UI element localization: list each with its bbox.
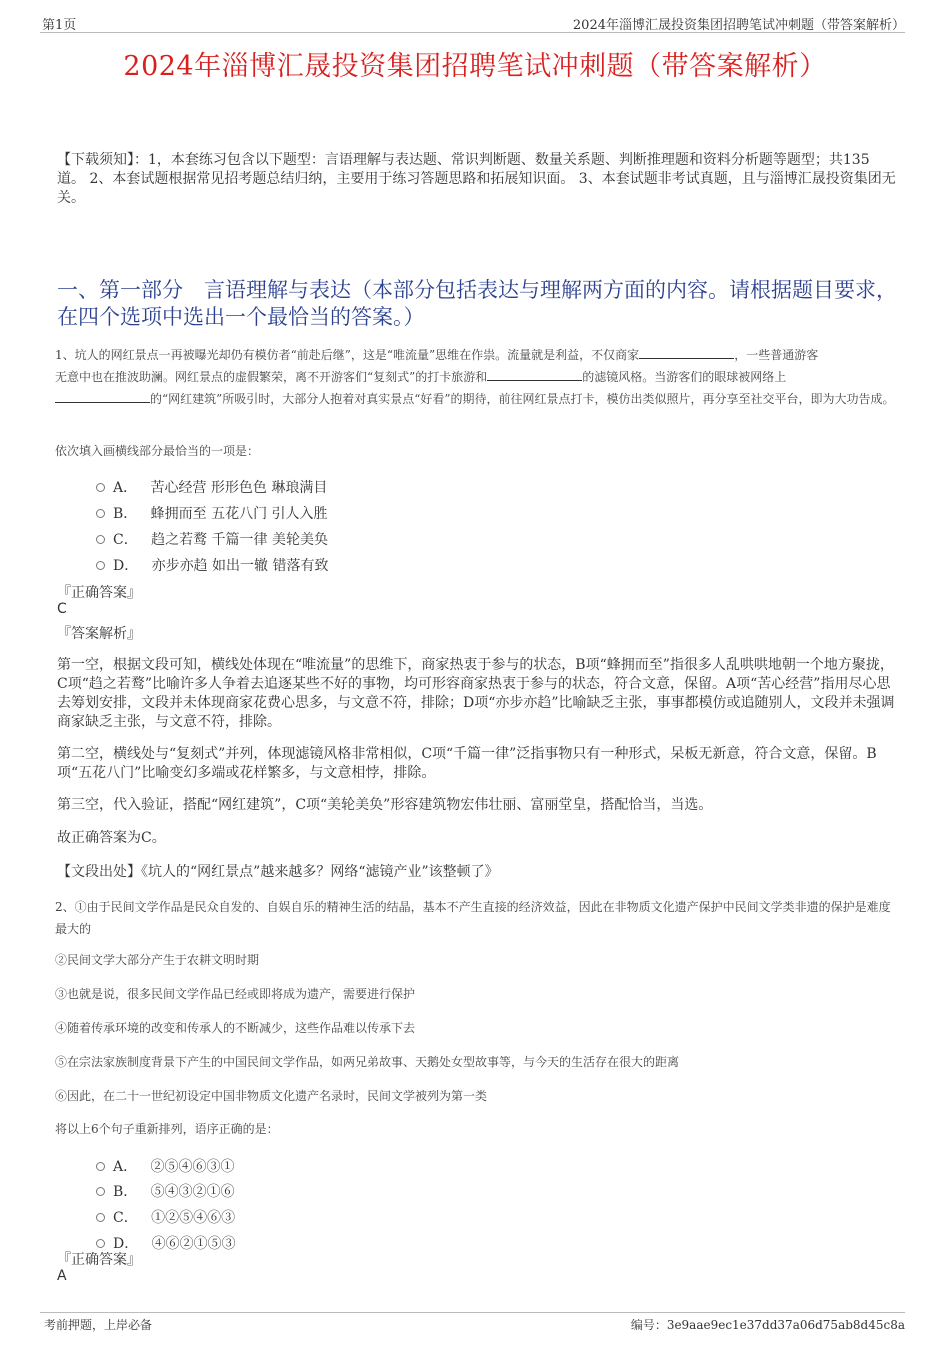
q1-stem-part: ，一些普通游客 <box>734 348 819 362</box>
q1-stem-part: 1、坑人的网红景点一再被曝光却仍有模仿者“前赴后继”，这是“唯流量”思维在作祟。流量就是利益，不仅商家 <box>55 348 640 362</box>
page-title: 2024年淄博汇晟投资集团招聘笔试冲刺题（带答案解析） <box>123 51 827 82</box>
option-key: B． <box>113 506 138 522</box>
option-key: A． <box>113 480 138 496</box>
q1-source: 【文段出处】《坑人的“网红景点”越来越多？网络“滤镜产业”该整顿了》 <box>57 864 499 880</box>
q2-prompt: 将以上6个句子重新排列，语序正确的是： <box>55 1122 279 1136</box>
radio-icon[interactable] <box>96 535 105 544</box>
q1-analysis-para: 故正确答案为C。 <box>57 830 166 846</box>
blank-line-2 <box>487 370 582 381</box>
q1-prompt: 依次填入画横线部分最恰当的一项是： <box>55 444 260 458</box>
option-text: 趋之若鹜 千篇一律 美轮美奂 <box>151 532 328 548</box>
radio-icon[interactable] <box>96 561 105 570</box>
radio-icon[interactable] <box>96 1239 105 1248</box>
running-header-title: 2024年淄博汇晟投资集团招聘笔试冲刺题（带答案解析） <box>572 18 905 33</box>
page-number: 第1页 <box>42 18 77 33</box>
q1-option-d[interactable] <box>96 555 329 575</box>
download-notice: 【下载须知】：1，本套练习包含以下题型：言语理解与表达题、常识判断题、数量关系题、判断推理题和资料分析题等题型；共135道。 2、本套试题根据常见招考题总结归纳，主要用于练习答题思路和拓展知识面。 3、本套试题非考试真题，且与淄博汇晟投资集团无关。 <box>57 152 896 206</box>
q2-sentence: ③也就是说，很多民间文学作品已经或即将成为遗产，需要进行保护 <box>55 987 416 1001</box>
q2-answer: A <box>57 1268 67 1284</box>
radio-icon[interactable] <box>96 509 105 518</box>
q1-answer-label: 『正确答案』 <box>57 585 141 601</box>
q2-option-c[interactable] <box>96 1207 235 1227</box>
footer-rule <box>40 1312 905 1313</box>
q1-option-a[interactable] <box>96 477 327 497</box>
radio-icon[interactable] <box>96 1162 105 1171</box>
radio-icon[interactable] <box>96 483 105 492</box>
option-key: B． <box>113 1184 138 1200</box>
q2-sentence: ②民间文学大部分产生于农耕文明时期 <box>55 953 260 967</box>
q2-sentence: ⑥因此，在二十一世纪初设定中国非物质文化遗产名录时，民间文学被列为第一类 <box>55 1089 488 1103</box>
q2-sentence: 2、①由于民间文学作品是民众自发的、自娱自乐的精神生活的结晶，基本不产生直接的经济效益，因此在非物质文化遗产保护中民间文学类非遗的保护是难度最大的 <box>55 900 891 936</box>
option-text: ④⑥②①⑤③ <box>151 1236 236 1252</box>
footer-doc-id: 编号：3e9aae9ec1e37dd37a06d75ab8d45c8a <box>630 1318 905 1332</box>
q2-sentence: ⑤在宗法家族制度背景下产生的中国民间文学作品，如两兄弟故事、天鹅处女型故事等，与今天的生活存在很大的距离 <box>55 1055 680 1069</box>
option-key: C． <box>113 532 138 548</box>
radio-icon[interactable] <box>96 1213 105 1222</box>
option-text: ⑤④③②①⑥ <box>150 1184 235 1200</box>
option-text: ①②⑤④⑥③ <box>151 1210 236 1226</box>
q1-stem <box>55 344 897 410</box>
section-heading: 一、第一部分 言语理解与表达（本部分包括表达与理解两方面的内容。请根据题目要求，在四个选项中选出一个最恰当的答案。） <box>57 278 897 329</box>
q1-answer: C <box>57 601 67 617</box>
q1-option-c[interactable] <box>96 529 328 549</box>
option-key: A． <box>113 1159 138 1175</box>
header-rule <box>40 32 905 33</box>
q1-option-b[interactable] <box>96 503 328 523</box>
option-key: C． <box>113 1210 138 1226</box>
q1-analysis-para: 第二空，横线处与“复刻式”并列，体现滤镜风格非常相似，C项“千篇一律”泛指事物只有一种形式，呆板无新意，符合文意，保留。B项“五花八门”比喻变幻多端或花样繁多，与文意相悖，排除。 <box>57 746 877 781</box>
radio-icon[interactable] <box>96 1187 105 1196</box>
q1-stem-part: 的滤镜风格。当游客们的眼球被网络上 <box>582 370 787 384</box>
option-text: 亦步亦趋 如出一辙 错落有致 <box>151 558 329 574</box>
option-key: D． <box>113 558 139 574</box>
option-text: ②⑤④⑥③① <box>150 1159 235 1175</box>
q2-option-b[interactable] <box>96 1181 235 1201</box>
option-text: 蜂拥而至 五花八门 引人入胜 <box>150 506 328 522</box>
blank-line-3 <box>55 392 150 403</box>
footer-slogan: 考前押题，上岸必备 <box>44 1318 153 1332</box>
q1-analysis-label: 『答案解析』 <box>57 626 141 642</box>
q1-stem-part: 的“网红建筑”所吸引时，大部分人抱着对真实景点“好看”的期待，前往网红景点打卡，模仿出类似照片，再分享至社交平台，即为大功告成。 <box>150 392 895 406</box>
option-text: 苦心经营 形形色色 琳琅满目 <box>150 480 328 496</box>
q2-sentence: ④随着传承环境的改变和传承人的不断减少，这些作品难以传承下去 <box>55 1021 416 1035</box>
q1-stem-part: 无意中也在推波助澜。网红景点的虚假繁荣，离不开游客们“复刻式”的打卡旅游和 <box>55 370 488 384</box>
q2-option-a[interactable] <box>96 1156 234 1176</box>
blank-line-1 <box>639 348 734 359</box>
q1-analysis-para: 第一空，根据文段可知，横线处体现在“唯流量”的思维下，商家热衷于参与的状态，B项“蜂拥而至”指很多人乱哄哄地朝一个地方聚拢，C项“趋之若鹜”比喻许多人争着去追逐某些不好的事物，均可形容商家热衷于参与的状态，符合文意，保留。A项“苦心经营”指用尽心思去筹划安排，文段并未体现商家花费心思多，与文意不符，排除；D项“亦步亦趋”比喻缺乏主张，事事都模仿或追随别人，文段并未强调商家缺乏主张，与文意不符，排除。 <box>57 657 895 730</box>
q1-analysis-para: 第三空，代入验证，搭配“网红建筑”，C项“美轮美奂”形容建筑物宏伟壮丽、富丽堂皇，搭配恰当，当选。 <box>57 797 713 813</box>
option-key: D． <box>113 1236 139 1252</box>
q2-answer-label: 『正确答案』 <box>57 1252 141 1268</box>
